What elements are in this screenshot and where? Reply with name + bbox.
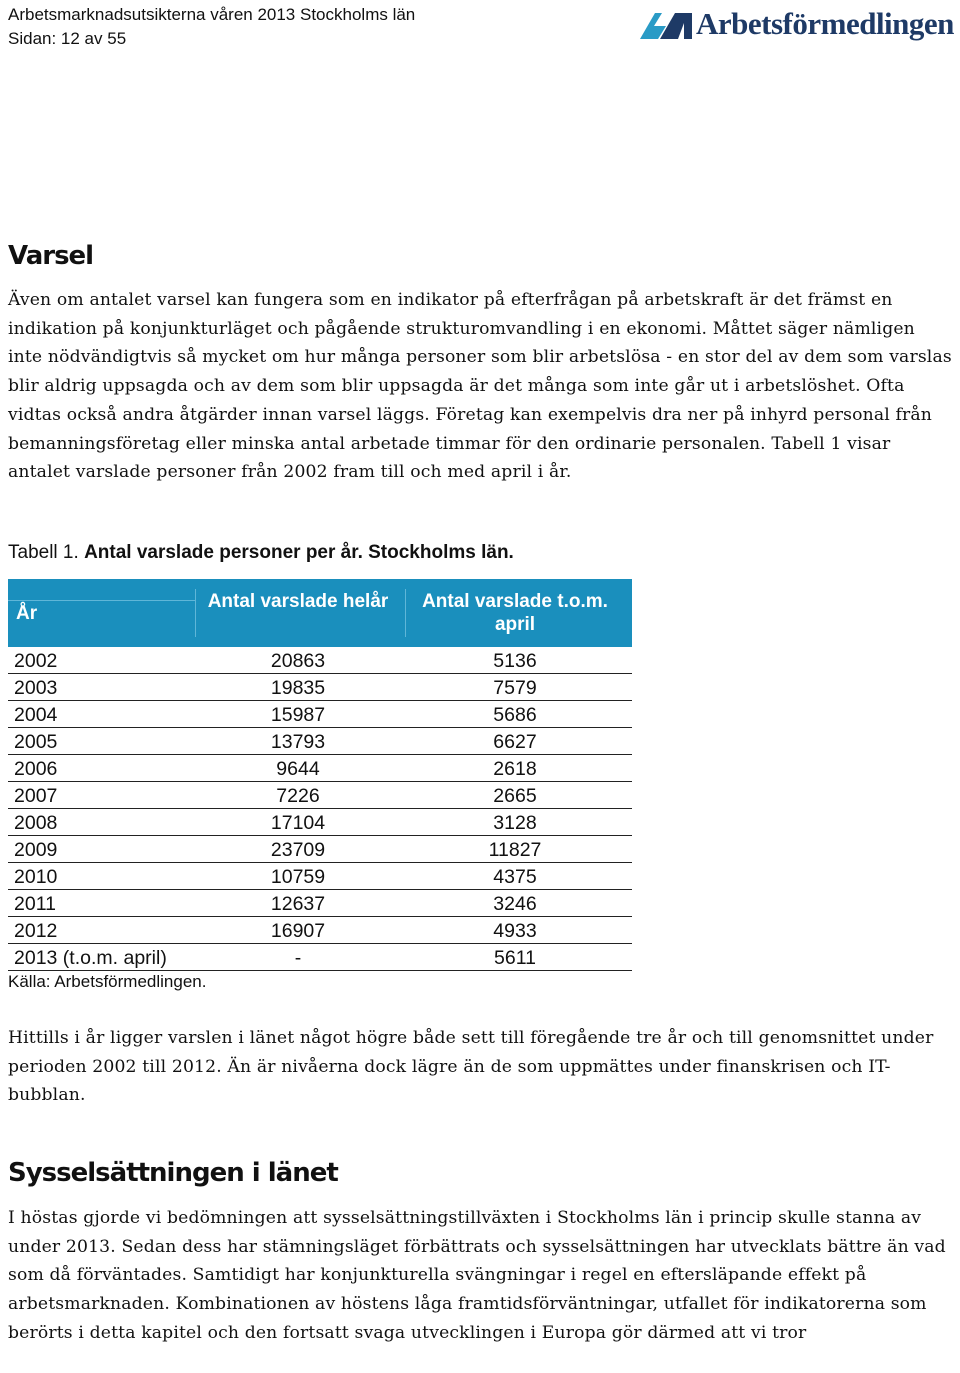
- april-cell: 3246: [493, 893, 537, 915]
- table-source: Källa: Arbetsförmedlingen.: [8, 972, 207, 991]
- year-cell: 2002: [14, 650, 58, 672]
- table-row: [8, 647, 632, 674]
- sysselsattning-paragraph: I höstas gjorde vi bedömningen att sysselsättningstillväxten i Stockholms län i princip skulle stanna av under 2013. Sedan dess har stämningsläget förbättrats och sysselsättningen har utvecklats bättre än vad som då förväntades. Samtidigt har konjunkturella svängningar i regel en eftersläpande effekt på arbetsmarknaden. Kombinationen av höstens låga framtidsförväntningar, utfallet för indikatorerna som berörts i detta kapitel och den fortsatt svaga utvecklingen i Europa gör därmed att vi tror: [8, 1208, 946, 1343]
- year-cell: 2005: [14, 731, 58, 753]
- year-cell: 2009: [14, 839, 58, 861]
- logo-mark-icon: [640, 9, 692, 39]
- column-header-year: År: [16, 603, 38, 624]
- full-year-cell: 15987: [270, 704, 326, 726]
- table-row: [8, 701, 632, 728]
- column-header-full-year: Antal varslade helår: [207, 591, 389, 612]
- year-cell: 2007: [14, 785, 58, 807]
- table-row: [8, 674, 632, 701]
- section-heading-varsel: Varsel: [8, 241, 94, 271]
- table-row: [8, 890, 632, 917]
- table-caption-prefix: Tabell 1.: [8, 542, 79, 563]
- year-cell: 2006: [14, 758, 58, 780]
- page-number: Sidan: 12 av 55: [8, 29, 127, 48]
- full-year-cell: 10759: [270, 866, 326, 888]
- april-cell: 4375: [493, 866, 537, 888]
- year-cell: 2013 (t.o.m. april): [14, 947, 167, 969]
- year-cell: 2003: [14, 677, 58, 699]
- header-divider: [8, 600, 195, 601]
- table-row: [8, 809, 632, 836]
- arbetsformedlingen-logo: [640, 4, 958, 44]
- april-cell: 5686: [493, 704, 537, 726]
- header-divider: [195, 589, 196, 637]
- april-cell: 5136: [493, 650, 537, 672]
- full-year-cell: 19835: [270, 677, 326, 699]
- full-year-cell: 9644: [276, 758, 320, 780]
- table-header: [8, 579, 632, 647]
- year-cell: 2012: [14, 920, 58, 942]
- full-year-cell: 16907: [270, 920, 326, 942]
- table-body: [8, 647, 632, 971]
- april-cell: 7579: [493, 677, 537, 699]
- year-cell: 2008: [14, 812, 58, 834]
- column-header-through-april: Antal varslade t.o.m. april: [422, 591, 608, 635]
- table-row: [8, 782, 632, 809]
- table-caption-title: Antal varslade personer per år. Stockholms län.: [84, 542, 514, 563]
- table-row: [8, 917, 632, 944]
- april-cell: 6627: [493, 731, 537, 753]
- header-divider: [405, 589, 406, 637]
- year-cell: 2004: [14, 704, 58, 726]
- full-year-cell: 17104: [270, 812, 326, 834]
- april-cell: 5611: [494, 947, 536, 969]
- year-cell: 2011: [14, 893, 56, 915]
- logo-wordmark: Arbetsförmedlingen: [696, 6, 954, 41]
- april-cell: 2618: [493, 758, 537, 780]
- after-table-paragraph: Hittills i år ligger varslen i länet något högre både sett till föregående tre år och till genomsnittet under perioden 2002 till 2012. Än är nivåerna dock lägre än de som uppmättes under finanskrisen och IT-bubblan.: [8, 1028, 934, 1106]
- full-year-cell: 23709: [270, 839, 326, 861]
- table-caption: [8, 542, 514, 564]
- section-heading-sysselsattning: Sysselsättningen i länet: [8, 1158, 338, 1188]
- document-header-title: Arbetsmarknadsutsikterna våren 2013 Stockholms län: [8, 5, 416, 24]
- varsel-paragraph: Även om antalet varsel kan fungera som en indikator på efterfrågan på arbetskraft är det främst en indikation på konjunkturläget och pågående strukturomvandling i en ekonomi. Måttet säger nämligen inte nödvändigtvis så mycket om hur många personer som blir arbetslösa - en stor del av dem som varslas blir aldrig uppsagda och av dem som blir uppsagda är det många som inte går ut i arbetslöshet. Ofta vidtas också andra åtgärder innan varsel läggs. Företag kan exempelvis dra ner på inhyrd personal från bemanningsföretag eller minska antal arbetade timmar för den ordinarie personalen. Tabell 1 visar antalet varslade personer från 2002 fram till och med april i år.: [8, 290, 952, 483]
- april-cell: 11827: [488, 839, 542, 861]
- full-year-cell: 12637: [270, 893, 326, 915]
- full-year-cell: -: [294, 947, 302, 969]
- table-row: [8, 755, 632, 782]
- table-row: [8, 836, 632, 863]
- full-year-cell: 13793: [270, 731, 326, 753]
- april-cell: 2665: [493, 785, 537, 807]
- april-cell: 4933: [493, 920, 537, 942]
- table-row: [8, 728, 632, 755]
- table-row: [8, 863, 632, 890]
- full-year-cell: 7226: [276, 785, 320, 807]
- april-cell: 3128: [493, 812, 537, 834]
- full-year-cell: 20863: [270, 650, 326, 672]
- year-cell: 2010: [14, 866, 58, 888]
- table-row: [8, 944, 632, 971]
